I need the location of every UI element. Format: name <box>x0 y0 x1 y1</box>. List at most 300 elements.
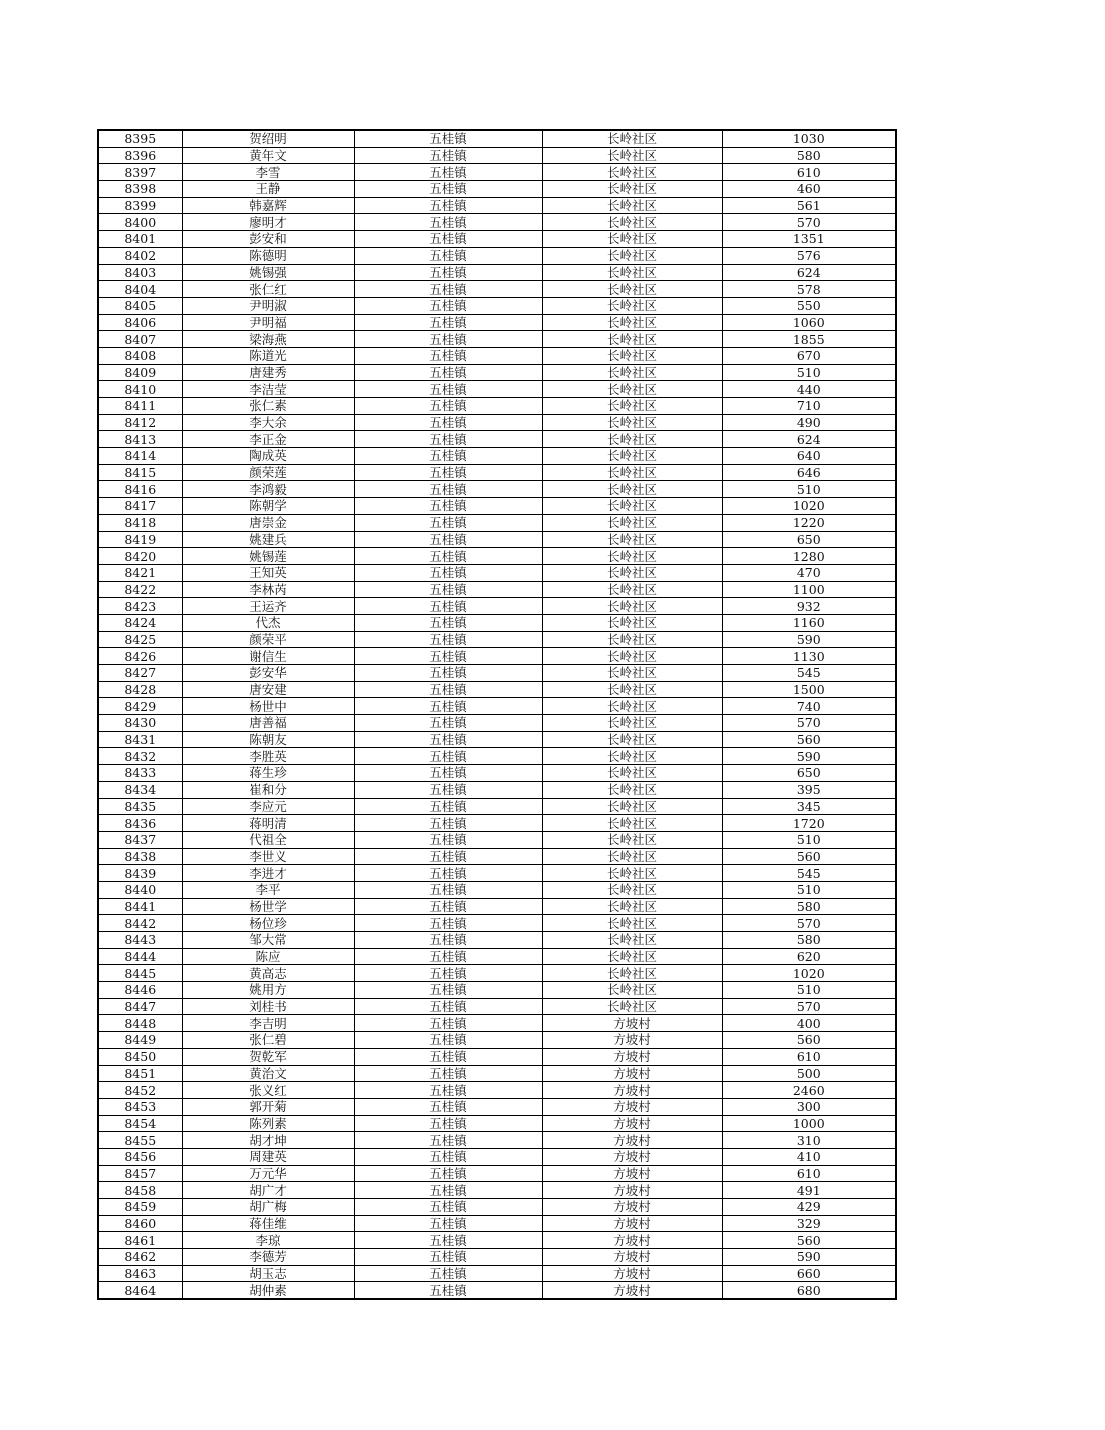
name-cell: 唐安建 <box>182 681 354 698</box>
amount-cell: 624 <box>722 431 896 448</box>
town-cell: 五桂镇 <box>354 464 542 481</box>
table-row <box>98 865 896 882</box>
name-cell: 姚建兵 <box>182 531 354 548</box>
serial-number-cell: 8463 <box>98 1265 182 1282</box>
serial-number-cell: 8406 <box>98 314 182 331</box>
table-row <box>98 998 896 1015</box>
amount-cell: 1020 <box>722 965 896 982</box>
amount-cell: 932 <box>722 598 896 615</box>
community-cell: 长岭社区 <box>542 398 722 415</box>
table-row <box>98 431 896 448</box>
name-cell: 万元华 <box>182 1165 354 1182</box>
name-cell: 王运齐 <box>182 598 354 615</box>
name-cell: 姚锡强 <box>182 264 354 281</box>
town-cell: 五桂镇 <box>354 531 542 548</box>
community-cell: 长岭社区 <box>542 147 722 164</box>
community-cell: 长岭社区 <box>542 498 722 515</box>
amount-cell: 561 <box>722 197 896 214</box>
table-row <box>98 1015 896 1032</box>
community-cell: 方坡村 <box>542 1265 722 1282</box>
amount-cell: 1500 <box>722 681 896 698</box>
name-cell: 唐建秀 <box>182 364 354 381</box>
table-row <box>98 948 896 965</box>
amount-cell: 510 <box>722 881 896 898</box>
serial-number-cell: 8403 <box>98 264 182 281</box>
town-cell: 五桂镇 <box>354 982 542 999</box>
serial-number-cell: 8435 <box>98 798 182 815</box>
community-cell: 方坡村 <box>542 1199 722 1216</box>
table-row <box>98 281 896 298</box>
table-row <box>98 514 896 531</box>
community-cell: 方坡村 <box>542 1148 722 1165</box>
table-row <box>98 1082 896 1099</box>
table-row <box>98 531 896 548</box>
town-cell: 五桂镇 <box>354 347 542 364</box>
serial-number-cell: 8413 <box>98 431 182 448</box>
community-cell: 方坡村 <box>542 1215 722 1232</box>
table-row <box>98 1199 896 1216</box>
name-cell: 姚用方 <box>182 982 354 999</box>
name-cell: 陶成英 <box>182 448 354 465</box>
amount-cell: 590 <box>722 631 896 648</box>
town-cell: 五桂镇 <box>354 247 542 264</box>
community-cell: 长岭社区 <box>542 448 722 465</box>
community-cell: 方坡村 <box>542 1232 722 1249</box>
amount-cell: 2460 <box>722 1082 896 1099</box>
table-row <box>98 247 896 264</box>
name-cell: 胡广才 <box>182 1182 354 1199</box>
name-cell: 谢信生 <box>182 648 354 665</box>
name-cell: 陈列素 <box>182 1115 354 1132</box>
town-cell: 五桂镇 <box>354 548 542 565</box>
community-cell: 长岭社区 <box>542 898 722 915</box>
name-cell: 周建英 <box>182 1148 354 1165</box>
serial-number-cell: 8439 <box>98 865 182 882</box>
town-cell: 五桂镇 <box>354 164 542 181</box>
table-row <box>98 765 896 782</box>
town-cell: 五桂镇 <box>354 598 542 615</box>
serial-number-cell: 8429 <box>98 698 182 715</box>
amount-cell: 310 <box>722 1132 896 1149</box>
town-cell: 五桂镇 <box>354 648 542 665</box>
serial-number-cell: 8402 <box>98 247 182 264</box>
serial-number-cell: 8440 <box>98 881 182 898</box>
community-cell: 长岭社区 <box>542 564 722 581</box>
amount-cell: 610 <box>722 1165 896 1182</box>
table-row <box>98 398 896 415</box>
town-cell: 五桂镇 <box>354 798 542 815</box>
table-row <box>98 548 896 565</box>
table-row <box>98 464 896 481</box>
community-cell: 长岭社区 <box>542 715 722 732</box>
town-cell: 五桂镇 <box>354 564 542 581</box>
community-cell: 长岭社区 <box>542 130 722 147</box>
community-cell: 长岭社区 <box>542 364 722 381</box>
name-cell: 杨世中 <box>182 698 354 715</box>
town-cell: 五桂镇 <box>354 831 542 848</box>
town-cell: 五桂镇 <box>354 581 542 598</box>
name-cell: 颜荣莲 <box>182 464 354 481</box>
table-row <box>98 915 896 932</box>
community-cell: 长岭社区 <box>542 431 722 448</box>
community-cell: 长岭社区 <box>542 481 722 498</box>
name-cell: 李大余 <box>182 414 354 431</box>
name-cell: 陈朝友 <box>182 731 354 748</box>
name-cell: 蒋明清 <box>182 815 354 832</box>
town-cell: 五桂镇 <box>354 765 542 782</box>
serial-number-cell: 8449 <box>98 1032 182 1049</box>
serial-number-cell: 8400 <box>98 214 182 231</box>
serial-number-cell: 8408 <box>98 347 182 364</box>
name-cell: 李应元 <box>182 798 354 815</box>
serial-number-cell: 8456 <box>98 1148 182 1165</box>
table-row <box>98 898 896 915</box>
table-row <box>98 715 896 732</box>
table-row <box>98 748 896 765</box>
community-cell: 长岭社区 <box>542 214 722 231</box>
serial-number-cell: 8404 <box>98 281 182 298</box>
amount-cell: 510 <box>722 364 896 381</box>
name-cell: 李琼 <box>182 1232 354 1249</box>
amount-cell: 510 <box>722 481 896 498</box>
community-cell: 长岭社区 <box>542 748 722 765</box>
name-cell: 黄高志 <box>182 965 354 982</box>
serial-number-cell: 8415 <box>98 464 182 481</box>
name-cell: 李世义 <box>182 848 354 865</box>
town-cell: 五桂镇 <box>354 1215 542 1232</box>
table-row <box>98 414 896 431</box>
amount-cell: 550 <box>722 297 896 314</box>
town-cell: 五桂镇 <box>354 1015 542 1032</box>
serial-number-cell: 8457 <box>98 1165 182 1182</box>
serial-number-cell: 8395 <box>98 130 182 147</box>
amount-cell: 570 <box>722 214 896 231</box>
name-cell: 黄年文 <box>182 147 354 164</box>
name-cell: 唐崇金 <box>182 514 354 531</box>
community-cell: 长岭社区 <box>542 665 722 682</box>
community-cell: 方坡村 <box>542 1032 722 1049</box>
community-cell: 长岭社区 <box>542 731 722 748</box>
amount-cell: 510 <box>722 831 896 848</box>
amount-cell: 490 <box>722 414 896 431</box>
table-row <box>98 648 896 665</box>
name-cell: 陈朝学 <box>182 498 354 515</box>
town-cell: 五桂镇 <box>354 915 542 932</box>
community-cell: 长岭社区 <box>542 281 722 298</box>
serial-number-cell: 8397 <box>98 164 182 181</box>
community-cell: 长岭社区 <box>542 831 722 848</box>
amount-cell: 545 <box>722 865 896 882</box>
serial-number-cell: 8453 <box>98 1098 182 1115</box>
town-cell: 五桂镇 <box>354 665 542 682</box>
town-cell: 五桂镇 <box>354 414 542 431</box>
amount-cell: 740 <box>722 698 896 715</box>
community-cell: 长岭社区 <box>542 231 722 248</box>
amount-cell: 1030 <box>722 130 896 147</box>
table-row <box>98 1232 896 1249</box>
name-cell: 代祖全 <box>182 831 354 848</box>
serial-number-cell: 8454 <box>98 1115 182 1132</box>
name-cell: 胡仲素 <box>182 1282 354 1299</box>
table-row <box>98 598 896 615</box>
amount-cell: 470 <box>722 564 896 581</box>
serial-number-cell: 8421 <box>98 564 182 581</box>
table-row <box>98 831 896 848</box>
serial-number-cell: 8452 <box>98 1082 182 1099</box>
community-cell: 长岭社区 <box>542 648 722 665</box>
amount-cell: 650 <box>722 765 896 782</box>
town-cell: 五桂镇 <box>354 965 542 982</box>
community-cell: 长岭社区 <box>542 848 722 865</box>
name-cell: 崔和分 <box>182 781 354 798</box>
serial-number-cell: 8407 <box>98 331 182 348</box>
table-row <box>98 798 896 815</box>
name-cell: 杨世学 <box>182 898 354 915</box>
serial-number-cell: 8426 <box>98 648 182 665</box>
town-cell: 五桂镇 <box>354 932 542 949</box>
community-cell: 长岭社区 <box>542 314 722 331</box>
community-cell: 长岭社区 <box>542 698 722 715</box>
serial-number-cell: 8447 <box>98 998 182 1015</box>
name-cell: 张仁素 <box>182 398 354 415</box>
table-row <box>98 881 896 898</box>
table-row <box>98 781 896 798</box>
community-cell: 长岭社区 <box>542 881 722 898</box>
serial-number-cell: 8425 <box>98 631 182 648</box>
data-table <box>97 129 897 1300</box>
name-cell: 贺乾军 <box>182 1048 354 1065</box>
amount-cell: 345 <box>722 798 896 815</box>
serial-number-cell: 8437 <box>98 831 182 848</box>
community-cell: 长岭社区 <box>542 948 722 965</box>
name-cell: 胡广梅 <box>182 1199 354 1216</box>
amount-cell: 660 <box>722 1265 896 1282</box>
amount-cell: 580 <box>722 932 896 949</box>
amount-cell: 1160 <box>722 614 896 631</box>
town-cell: 五桂镇 <box>354 398 542 415</box>
table-row <box>98 982 896 999</box>
amount-cell: 440 <box>722 381 896 398</box>
town-cell: 五桂镇 <box>354 1148 542 1165</box>
name-cell: 刘桂书 <box>182 998 354 1015</box>
table-row <box>98 614 896 631</box>
name-cell: 李正金 <box>182 431 354 448</box>
town-cell: 五桂镇 <box>354 748 542 765</box>
town-cell: 五桂镇 <box>354 1199 542 1216</box>
town-cell: 五桂镇 <box>354 1232 542 1249</box>
name-cell: 张仁红 <box>182 281 354 298</box>
amount-cell: 1060 <box>722 314 896 331</box>
table-row <box>98 448 896 465</box>
community-cell: 长岭社区 <box>542 197 722 214</box>
community-cell: 方坡村 <box>542 1282 722 1299</box>
table-row <box>98 1265 896 1282</box>
table-row <box>98 731 896 748</box>
table-row <box>98 381 896 398</box>
community-cell: 长岭社区 <box>542 631 722 648</box>
table-row <box>98 1048 896 1065</box>
town-cell: 五桂镇 <box>354 815 542 832</box>
town-cell: 五桂镇 <box>354 1249 542 1266</box>
table-row <box>98 965 896 982</box>
serial-number-cell: 8436 <box>98 815 182 832</box>
community-cell: 方坡村 <box>542 1065 722 1082</box>
serial-number-cell: 8417 <box>98 498 182 515</box>
serial-number-cell: 8427 <box>98 665 182 682</box>
amount-cell: 1280 <box>722 548 896 565</box>
table-row <box>98 130 896 147</box>
table-row <box>98 698 896 715</box>
name-cell: 李吉明 <box>182 1015 354 1032</box>
serial-number-cell: 8405 <box>98 297 182 314</box>
name-cell: 蒋生珍 <box>182 765 354 782</box>
amount-cell: 1020 <box>722 498 896 515</box>
amount-cell: 500 <box>722 1065 896 1082</box>
amount-cell: 570 <box>722 915 896 932</box>
name-cell: 韩嘉辉 <box>182 197 354 214</box>
town-cell: 五桂镇 <box>354 331 542 348</box>
community-cell: 长岭社区 <box>542 347 722 364</box>
amount-cell: 1220 <box>722 514 896 531</box>
town-cell: 五桂镇 <box>354 865 542 882</box>
town-cell: 五桂镇 <box>354 731 542 748</box>
town-cell: 五桂镇 <box>354 498 542 515</box>
name-cell: 王知英 <box>182 564 354 581</box>
community-cell: 长岭社区 <box>542 164 722 181</box>
town-cell: 五桂镇 <box>354 631 542 648</box>
amount-cell: 400 <box>722 1015 896 1032</box>
town-cell: 五桂镇 <box>354 130 542 147</box>
amount-cell: 640 <box>722 448 896 465</box>
town-cell: 五桂镇 <box>354 898 542 915</box>
amount-cell: 545 <box>722 665 896 682</box>
town-cell: 五桂镇 <box>354 715 542 732</box>
community-cell: 长岭社区 <box>542 965 722 982</box>
town-cell: 五桂镇 <box>354 1132 542 1149</box>
serial-number-cell: 8434 <box>98 781 182 798</box>
town-cell: 五桂镇 <box>354 1115 542 1132</box>
serial-number-cell: 8398 <box>98 181 182 198</box>
community-cell: 方坡村 <box>542 1048 722 1065</box>
name-cell: 胡玉志 <box>182 1265 354 1282</box>
town-cell: 五桂镇 <box>354 1182 542 1199</box>
community-cell: 方坡村 <box>542 1015 722 1032</box>
serial-number-cell: 8441 <box>98 898 182 915</box>
table-row <box>98 1115 896 1132</box>
amount-cell: 710 <box>722 398 896 415</box>
name-cell: 李平 <box>182 881 354 898</box>
town-cell: 五桂镇 <box>354 781 542 798</box>
community-cell: 长岭社区 <box>542 781 722 798</box>
amount-cell: 624 <box>722 264 896 281</box>
name-cell: 黄治文 <box>182 1065 354 1082</box>
name-cell: 李德芳 <box>182 1249 354 1266</box>
table-row <box>98 1249 896 1266</box>
town-cell: 五桂镇 <box>354 948 542 965</box>
amount-cell: 1351 <box>722 231 896 248</box>
table-row <box>98 631 896 648</box>
town-cell: 五桂镇 <box>354 297 542 314</box>
table-row <box>98 181 896 198</box>
town-cell: 五桂镇 <box>354 848 542 865</box>
serial-number-cell: 8420 <box>98 548 182 565</box>
name-cell: 杨位珍 <box>182 915 354 932</box>
community-cell: 长岭社区 <box>542 414 722 431</box>
community-cell: 方坡村 <box>542 1182 722 1199</box>
serial-number-cell: 8401 <box>98 231 182 248</box>
amount-cell: 646 <box>722 464 896 481</box>
serial-number-cell: 8433 <box>98 765 182 782</box>
community-cell: 长岭社区 <box>542 765 722 782</box>
community-cell: 方坡村 <box>542 1115 722 1132</box>
serial-number-cell: 8461 <box>98 1232 182 1249</box>
table-row <box>98 1032 896 1049</box>
amount-cell: 560 <box>722 1032 896 1049</box>
table-row <box>98 1215 896 1232</box>
community-cell: 长岭社区 <box>542 982 722 999</box>
serial-number-cell: 8455 <box>98 1132 182 1149</box>
amount-cell: 1130 <box>722 648 896 665</box>
amount-cell: 680 <box>722 1282 896 1299</box>
town-cell: 五桂镇 <box>354 881 542 898</box>
town-cell: 五桂镇 <box>354 281 542 298</box>
name-cell: 颜荣平 <box>182 631 354 648</box>
name-cell: 代杰 <box>182 614 354 631</box>
community-cell: 方坡村 <box>542 1098 722 1115</box>
table-body <box>98 130 896 1299</box>
serial-number-cell: 8459 <box>98 1199 182 1216</box>
table-row <box>98 364 896 381</box>
serial-number-cell: 8424 <box>98 614 182 631</box>
serial-number-cell: 8418 <box>98 514 182 531</box>
table-row <box>98 564 896 581</box>
town-cell: 五桂镇 <box>354 481 542 498</box>
serial-number-cell: 8412 <box>98 414 182 431</box>
serial-number-cell: 8438 <box>98 848 182 865</box>
amount-cell: 429 <box>722 1199 896 1216</box>
name-cell: 尹明福 <box>182 314 354 331</box>
town-cell: 五桂镇 <box>354 614 542 631</box>
serial-number-cell: 8443 <box>98 932 182 949</box>
serial-number-cell: 8446 <box>98 982 182 999</box>
community-cell: 长岭社区 <box>542 331 722 348</box>
table-row <box>98 848 896 865</box>
community-cell: 方坡村 <box>542 1082 722 1099</box>
amount-cell: 590 <box>722 1249 896 1266</box>
amount-cell: 570 <box>722 715 896 732</box>
amount-cell: 610 <box>722 164 896 181</box>
name-cell: 李进才 <box>182 865 354 882</box>
serial-number-cell: 8410 <box>98 381 182 398</box>
community-cell: 方坡村 <box>542 1165 722 1182</box>
table-row <box>98 681 896 698</box>
amount-cell: 491 <box>722 1182 896 1199</box>
name-cell: 王静 <box>182 181 354 198</box>
serial-number-cell: 8411 <box>98 398 182 415</box>
name-cell: 陈道光 <box>182 347 354 364</box>
table-row <box>98 1282 896 1299</box>
table-row <box>98 214 896 231</box>
town-cell: 五桂镇 <box>354 314 542 331</box>
amount-cell: 460 <box>722 181 896 198</box>
town-cell: 五桂镇 <box>354 147 542 164</box>
serial-number-cell: 8409 <box>98 364 182 381</box>
table-row <box>98 1148 896 1165</box>
table-row <box>98 347 896 364</box>
table-row <box>98 314 896 331</box>
table-row <box>98 1182 896 1199</box>
community-cell: 长岭社区 <box>542 798 722 815</box>
